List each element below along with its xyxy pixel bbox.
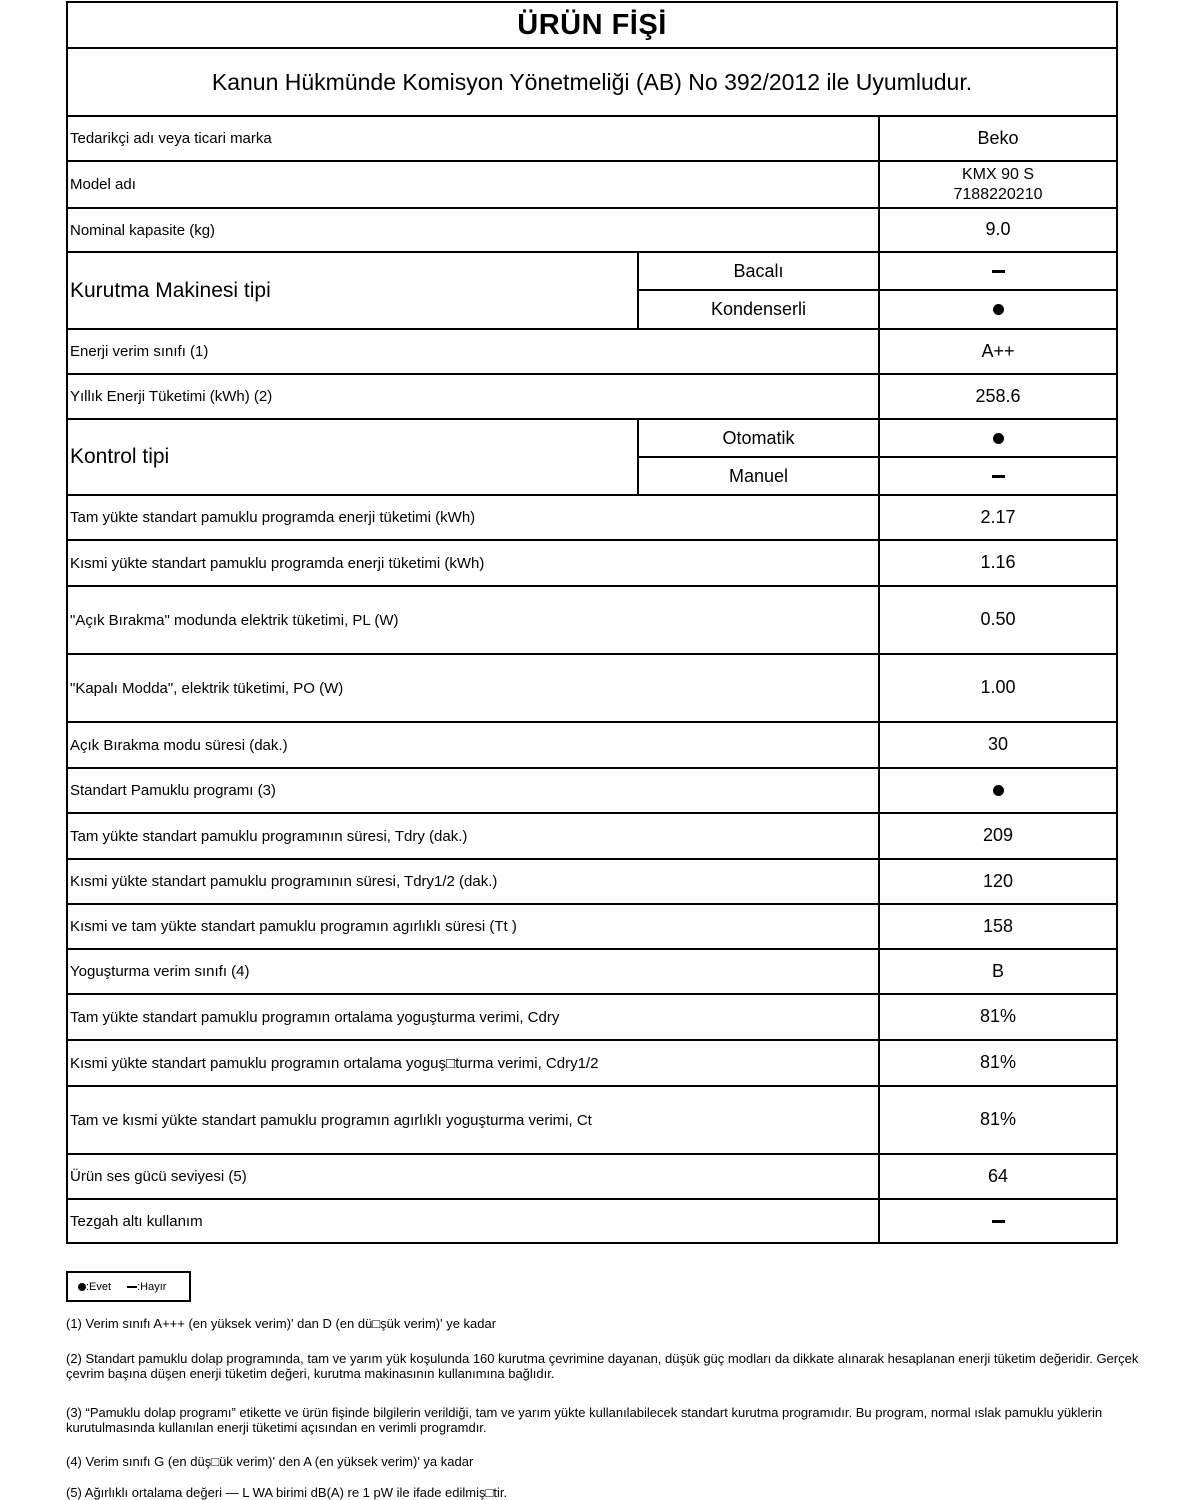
dryer-type-row bbox=[68, 253, 1116, 330]
row-value: 158 bbox=[878, 905, 1116, 948]
footnote-5: (5) Ağırlıklı ortalama değeri — L WA birimi dB(A) re 1 pW ile ifade edilmiş□tir. bbox=[66, 1485, 508, 1500]
row-label: "Kapalı Modda", elektrik tüketimi, PO (W) bbox=[70, 679, 344, 697]
row-value bbox=[878, 769, 1116, 812]
built-in-row bbox=[68, 1200, 1116, 1242]
regulation-statement: Kanun Hükmünde Komisyon Yönetmeliği (AB) No 392/2012 ile Uyumludur. bbox=[68, 49, 1116, 117]
option-label: Bacalı bbox=[733, 260, 784, 281]
row-label: Kurutma Makinesi tipi bbox=[70, 278, 271, 302]
row-label: Kısmi yükte standart pamuklu programın ortalama yoguş□turma verimi, Cdry1/2 bbox=[70, 1054, 599, 1072]
option-condenser bbox=[639, 291, 1116, 328]
row-label: Tam ve kısmi yükte standart pamuklu programın agırlıklı yoguşturma verimi, Ct bbox=[70, 1111, 592, 1129]
option-manual bbox=[639, 458, 1116, 494]
legend-no bbox=[127, 1281, 166, 1293]
row-value bbox=[878, 1200, 1116, 1242]
row-value: A++ bbox=[878, 330, 1116, 373]
legend-yes-label: :Evet bbox=[86, 1280, 112, 1293]
no-mark-icon bbox=[992, 475, 1005, 478]
option-vented bbox=[639, 253, 1116, 291]
annual-energy-row bbox=[68, 375, 1116, 420]
option-value bbox=[878, 420, 1116, 456]
weighted-time-row bbox=[68, 905, 1116, 950]
capacity-row bbox=[68, 209, 1116, 253]
row-label: Kontrol tipi bbox=[70, 445, 170, 468]
row-label: Tam yükte standart pamuklu programda enerji tüketimi (kWh) bbox=[70, 509, 476, 526]
row-label: Tam yükte standart pamuklu programının süresi, Tdry (dak.) bbox=[70, 827, 468, 845]
row-value: 209 bbox=[878, 814, 1116, 858]
weighted-condensation-row bbox=[68, 1087, 1116, 1155]
row-label: Tam yükte standart pamuklu programın ortalama yoguşturma verimi, Cdry bbox=[70, 1008, 560, 1026]
yes-mark-icon bbox=[993, 433, 1004, 444]
option-value bbox=[878, 291, 1116, 328]
row-value: 30 bbox=[878, 723, 1116, 767]
full-load-time-row bbox=[68, 814, 1116, 860]
left-on-duration-row bbox=[68, 723, 1116, 769]
yes-mark-icon bbox=[993, 304, 1004, 315]
row-value bbox=[878, 162, 1116, 207]
row-value: 9.0 bbox=[878, 209, 1116, 251]
row-value: 258.6 bbox=[878, 375, 1116, 418]
row-value: 1.00 bbox=[878, 655, 1116, 721]
footnote-1: (1) Verim sınıfı A+++ (en yüksek verim)' dan D (en dü□şük verim)' ye kadar bbox=[66, 1316, 497, 1331]
no-mark-icon bbox=[992, 1220, 1005, 1223]
row-value: 120 bbox=[878, 860, 1116, 903]
row-label: Açık Bırakma modu süresi (dak.) bbox=[70, 736, 288, 754]
left-on-power-row bbox=[68, 587, 1116, 655]
row-value: 81% bbox=[878, 995, 1116, 1039]
row-label: Kısmi ve tam yükte standart pamuklu programın agırlıklı süresi (Tt ) bbox=[70, 918, 517, 935]
standard-cotton-row bbox=[68, 769, 1116, 814]
dryer-type-options bbox=[637, 253, 1116, 328]
sound-power-row bbox=[68, 1155, 1116, 1200]
option-value bbox=[878, 253, 1116, 289]
row-label: Nominal kapasite (kg) bbox=[70, 221, 216, 239]
partial-load-energy-row bbox=[68, 541, 1116, 587]
model-row bbox=[68, 162, 1116, 209]
full-load-energy-row bbox=[68, 496, 1116, 541]
legend-no-label: :Hayır bbox=[137, 1280, 167, 1293]
row-label: Tezgah altı kullanım bbox=[70, 1212, 203, 1230]
row-label: Tedarikçi adı veya ticari marka bbox=[70, 130, 272, 147]
supplier-row bbox=[68, 117, 1116, 162]
option-label: Manuel bbox=[728, 465, 789, 486]
off-mode-power-row bbox=[68, 655, 1116, 723]
energy-class-row bbox=[68, 330, 1116, 375]
row-value: 81% bbox=[878, 1041, 1116, 1085]
footnote-3: (3) “Pamuklu dolap programı” etikette ve ürün fişinde bilgilerin verildiği, tam ve yarım yükte kullanılabilecek standart kurutma programıdır. Bu program, normal ıslak pamuklu yüklerin kurutulmasında kullanılan enerji tüketimi açısından en verimli programdır. bbox=[66, 1405, 1103, 1435]
no-mark-icon bbox=[127, 1286, 137, 1288]
row-value: B bbox=[878, 950, 1116, 993]
control-type-options bbox=[637, 420, 1116, 494]
row-label: Standart Pamuklu programı (3) bbox=[70, 782, 276, 799]
row-label: Ürün ses gücü seviyesi (5) bbox=[70, 1168, 247, 1185]
row-label: Enerji verim sınıfı (1) bbox=[70, 343, 209, 360]
option-value bbox=[878, 458, 1116, 494]
option-automatic bbox=[639, 420, 1116, 458]
control-type-row bbox=[68, 420, 1116, 496]
option-label: Kondenserli bbox=[710, 299, 807, 319]
row-label: Yoguşturma verim sınıfı (4) bbox=[70, 963, 250, 980]
model-number: 7188220210 bbox=[953, 185, 1043, 203]
footnote-4: (4) Verim sınıfı G (en düş□ük verim)' den A (en yüksek verim)' ya kadar bbox=[66, 1454, 474, 1469]
row-label: Yıllık Enerji Tüketimi (kWh) (2) bbox=[70, 388, 273, 405]
model-name: KMX 90 S bbox=[961, 166, 1035, 184]
row-value: 2.17 bbox=[878, 496, 1116, 539]
yes-mark-icon bbox=[993, 785, 1004, 796]
fiche-title: ÜRÜN FİŞİ bbox=[68, 3, 1116, 49]
footnote-2: (2) Standart pamuklu dolap programında, tam ve yarım yük koşulunda 160 kurutma çevrimine dayanan, düşük güç modları da dikkate alınarak hesaplanan enerji tüketim değeridir. Gerçek çevrim başına düşen enerji tüketim değeri, kurutma makinasının kullanımına bağlıdır. bbox=[66, 1351, 1139, 1381]
row-label: Kısmi yükte standart pamuklu programının süresi, Tdry1/2 (dak.) bbox=[70, 873, 498, 890]
row-value: Beko bbox=[878, 117, 1116, 160]
legend bbox=[66, 1271, 191, 1302]
option-label: Otomatik bbox=[722, 427, 795, 448]
partial-load-time-row bbox=[68, 860, 1116, 905]
row-value: 1.16 bbox=[878, 541, 1116, 585]
product-fiche-table bbox=[66, 1, 1118, 1244]
full-condensation-row bbox=[68, 995, 1116, 1041]
row-label: "Açık Bırakma" modunda elektrik tüketimi, PL (W) bbox=[70, 611, 399, 629]
row-value: 81% bbox=[878, 1087, 1116, 1153]
no-mark-icon bbox=[992, 270, 1005, 273]
yes-mark-icon bbox=[78, 1283, 86, 1291]
condensation-class-row bbox=[68, 950, 1116, 995]
row-label: Kısmi yükte standart pamuklu programda enerji tüketimi (kWh) bbox=[70, 554, 485, 572]
partial-condensation-row bbox=[68, 1041, 1116, 1087]
legend-yes bbox=[78, 1281, 111, 1293]
row-value: 0.50 bbox=[878, 587, 1116, 653]
row-label: Model adı bbox=[70, 176, 136, 193]
row-value: 64 bbox=[878, 1155, 1116, 1198]
